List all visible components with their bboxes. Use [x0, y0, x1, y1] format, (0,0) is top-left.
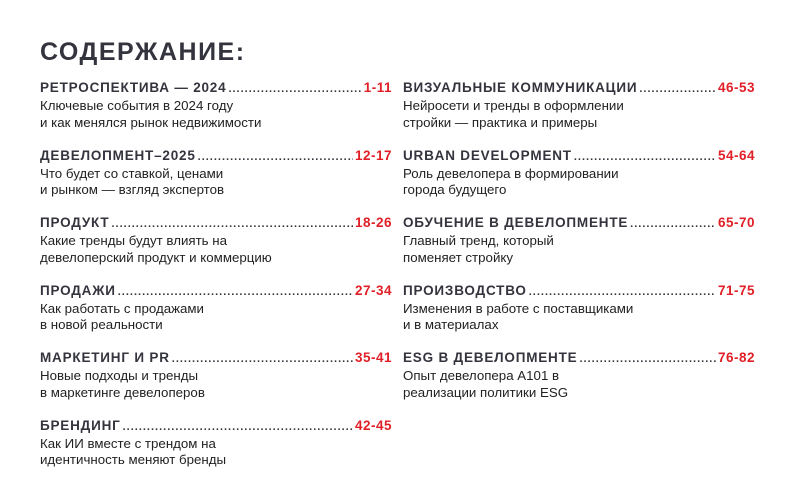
toc-page-range: 1-11 [364, 79, 392, 97]
toc-description: Ключевые события в 2024 году и как менялся рынок недвижимости [40, 98, 392, 131]
toc-heading: МАРКЕТИНГ И PR [40, 349, 170, 367]
dot-leader [118, 283, 353, 301]
toc-page-range: 42-45 [355, 417, 392, 435]
dot-leader [123, 418, 353, 436]
toc-entry[interactable] [40, 282, 392, 350]
toc-entry[interactable] [403, 282, 755, 350]
toc-page-range: 54-64 [718, 147, 755, 165]
toc-entry[interactable] [403, 79, 755, 147]
toc-description: Изменения в работе с поставщиками и в материалах [403, 301, 755, 334]
toc-page-range: 35-41 [355, 349, 392, 367]
toc-description: Новые подходы и тренды в маркетинге девелоперов [40, 368, 392, 401]
toc-description: Какие тренды будут влиять на девелоперский продукт и коммерцию [40, 233, 392, 266]
toc-left-column [40, 79, 392, 484]
toc-description: Как ИИ вместе с трендом на идентичность меняют бренды [40, 436, 392, 469]
toc-entry[interactable] [403, 147, 755, 215]
toc-description: Как работать с продажами в новой реальности [40, 301, 392, 334]
toc-heading: БРЕНДИНГ [40, 417, 121, 435]
toc-description: Роль девелопера в формировании города будущего [403, 166, 755, 199]
toc-description: Нейросети и тренды в оформлении стройки — практика и примеры [403, 98, 755, 131]
toc-page-range: 46-53 [718, 79, 755, 97]
toc-heading: ДЕВЕЛОПМЕНТ–2025 [40, 147, 196, 165]
toc-page-range: 65-70 [718, 214, 755, 232]
dot-leader [630, 215, 716, 233]
toc-entry[interactable] [40, 214, 392, 282]
toc-page-range: 12-17 [355, 147, 392, 165]
toc-page-range: 76-82 [718, 349, 755, 367]
toc-entry[interactable] [40, 417, 392, 484]
dot-leader [529, 283, 716, 301]
toc-heading: ESG В ДЕВЕЛОПМЕНТЕ [403, 349, 577, 367]
toc-entry[interactable] [403, 214, 755, 282]
toc-page-range: 71-75 [718, 282, 755, 300]
toc-right-column [403, 79, 755, 417]
toc-entry[interactable] [40, 147, 392, 215]
toc-heading: ПРОДАЖИ [40, 282, 116, 300]
toc-heading: ПРОИЗВОДСТВО [403, 282, 527, 300]
page-title: СОДЕРЖАНИЕ: [40, 38, 246, 67]
toc-heading: ВИЗУАЛЬНЫЕ КОММУНИКАЦИИ [403, 79, 637, 97]
toc-entry[interactable] [40, 349, 392, 417]
dot-leader [198, 148, 353, 166]
toc-heading: ОБУЧЕНИЕ В ДЕВЕЛОПМЕНТЕ [403, 214, 628, 232]
toc-page-range: 18-26 [355, 214, 392, 232]
toc-page-range: 27-34 [355, 282, 392, 300]
dot-leader [172, 350, 353, 368]
toc-heading: URBAN DEVELOPMENT [403, 147, 572, 165]
toc-heading: ПРОДУКТ [40, 214, 109, 232]
dot-leader [579, 350, 716, 368]
dot-leader [639, 80, 716, 98]
toc-entry[interactable] [403, 349, 755, 417]
toc-heading: РЕТРОСПЕКТИВА — 2024 [40, 79, 226, 97]
dot-leader [574, 148, 716, 166]
dot-leader [111, 215, 353, 233]
dot-leader [228, 80, 361, 98]
toc-description: Что будет со ставкой, ценами и рынком — взгляд экспертов [40, 166, 392, 199]
toc-description: Опыт девелопера А101 в реализации политики ESG [403, 368, 755, 401]
toc-description: Главный тренд, который поменяет стройку [403, 233, 755, 266]
toc-entry[interactable] [40, 79, 392, 147]
